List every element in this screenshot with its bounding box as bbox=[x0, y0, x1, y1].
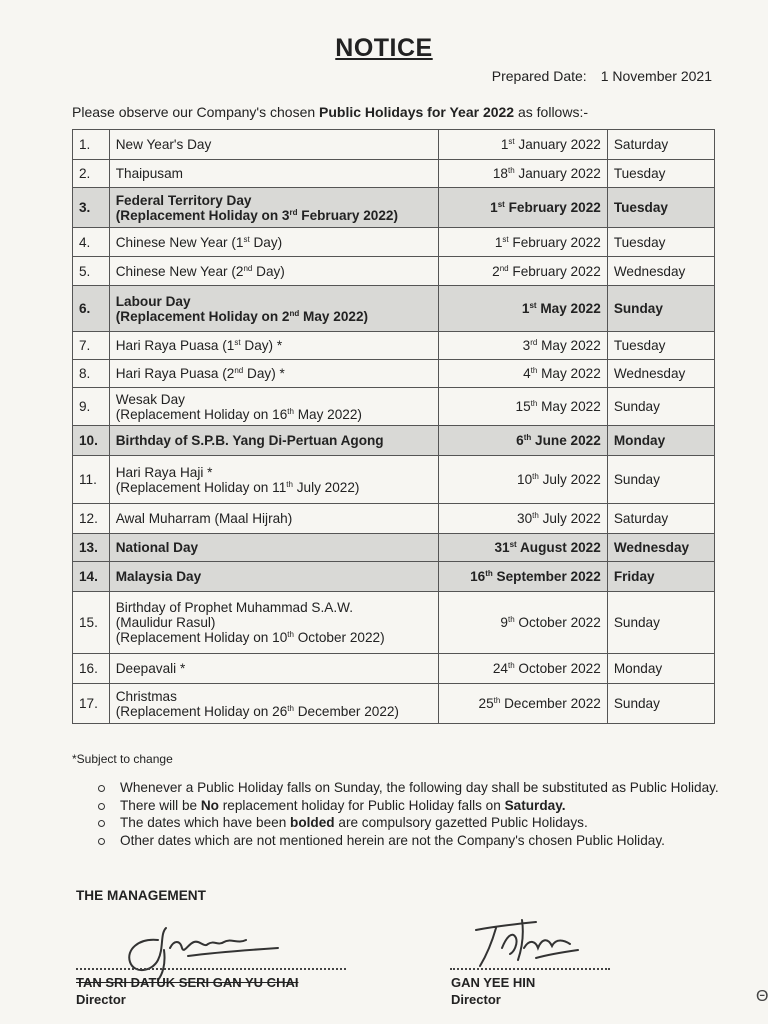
holiday-number: 13. bbox=[73, 534, 110, 562]
holiday-date-text: 4 bbox=[523, 366, 531, 381]
holiday-name-line bbox=[116, 366, 433, 381]
holiday-date-text: 18 bbox=[492, 166, 508, 181]
intro-text-bold: Public Holidays for Year 2022 bbox=[319, 104, 515, 120]
holiday-name-line bbox=[116, 193, 433, 208]
holiday-name-text: Hari Raya Puasa (1 bbox=[115, 338, 235, 353]
holiday-name bbox=[109, 456, 439, 504]
holiday-number: 3. bbox=[73, 188, 110, 228]
holiday-name-line bbox=[116, 264, 433, 279]
holiday-name-text: July 2022) bbox=[292, 479, 360, 495]
holiday-name bbox=[109, 388, 439, 426]
holiday-name-text: Birthday of Prophet Muhammad S.A.W. bbox=[115, 600, 353, 615]
signature-1 bbox=[118, 920, 288, 982]
holiday-weekday: Sunday bbox=[607, 684, 714, 724]
holiday-name-line bbox=[116, 704, 433, 719]
policy-note-text: Other dates which are not mentioned herein are not the Company's chosen Public Holiday. bbox=[120, 832, 665, 848]
holiday-name-text: May 2022) bbox=[293, 406, 362, 422]
holiday-date bbox=[439, 654, 607, 684]
holiday-name-line bbox=[116, 511, 433, 526]
holiday-date-text: 30 bbox=[517, 511, 533, 526]
prepared-date-value: 1 November 2021 bbox=[600, 68, 712, 84]
holiday-name bbox=[109, 130, 439, 160]
holiday-date-text: October 2022 bbox=[514, 615, 601, 630]
holiday-name-line bbox=[116, 630, 433, 645]
signatory-2-title: Director bbox=[451, 992, 501, 1007]
bullet-icon bbox=[98, 785, 105, 792]
policy-note bbox=[120, 833, 720, 850]
holiday-row bbox=[73, 332, 715, 360]
holiday-name-text: (Replacement Holiday on 3 bbox=[115, 207, 290, 223]
holiday-date-text: February 2022 bbox=[504, 200, 601, 215]
holiday-number: 16. bbox=[73, 654, 110, 684]
holiday-name-text: Awal Muharram (Maal Hijrah) bbox=[115, 511, 293, 526]
holiday-name-text: New Year's Day bbox=[115, 137, 212, 152]
holiday-name-line bbox=[116, 208, 433, 223]
holiday-name-line bbox=[116, 294, 433, 309]
holiday-date-text: 1 bbox=[500, 137, 509, 152]
holiday-date-text: 1 bbox=[521, 301, 530, 316]
ordinal-suffix: th bbox=[287, 703, 294, 713]
holiday-date-text: May 2022 bbox=[536, 301, 601, 316]
holiday-weekday: Tuesday bbox=[607, 188, 714, 228]
holiday-date-text: February 2022 bbox=[508, 263, 601, 279]
holiday-row bbox=[73, 534, 715, 562]
policy-note-text: are compulsory gazetted Public Holidays. bbox=[334, 815, 588, 830]
holiday-number: 2. bbox=[73, 160, 110, 188]
holiday-date bbox=[439, 257, 607, 286]
holiday-name-line bbox=[116, 338, 433, 353]
ordinal-suffix: rd bbox=[289, 207, 298, 217]
holiday-name-text: May 2022) bbox=[299, 308, 369, 324]
holiday-weekday: Sunday bbox=[607, 286, 714, 332]
prepared-date bbox=[492, 68, 712, 84]
holiday-name bbox=[109, 562, 439, 592]
holiday-date bbox=[439, 426, 607, 456]
holiday-name-text: Chinese New Year (1 bbox=[115, 234, 244, 250]
ordinal-suffix: th bbox=[507, 615, 515, 624]
holiday-name-line bbox=[116, 465, 433, 480]
holiday-name-line bbox=[116, 569, 433, 584]
holiday-date bbox=[439, 188, 607, 228]
holiday-date bbox=[439, 684, 607, 724]
holiday-weekday: Sunday bbox=[607, 456, 714, 504]
holiday-number: 11. bbox=[73, 456, 110, 504]
holiday-date bbox=[439, 360, 607, 388]
holiday-date-text: July 2022 bbox=[538, 472, 601, 487]
holiday-date bbox=[439, 130, 607, 160]
holiday-number: 4. bbox=[73, 228, 110, 257]
ordinal-suffix: th bbox=[532, 472, 539, 481]
signatory-2 bbox=[451, 974, 535, 1008]
holiday-date bbox=[439, 160, 607, 188]
holiday-date-text: July 2022 bbox=[538, 511, 601, 526]
holiday-number: 6. bbox=[73, 286, 110, 332]
holiday-name-line bbox=[116, 309, 433, 324]
holiday-date-text: September 2022 bbox=[492, 569, 601, 584]
ordinal-suffix: nd bbox=[243, 263, 253, 273]
holiday-name-text: Day) * bbox=[243, 366, 285, 381]
holiday-name-text: Christmas bbox=[115, 688, 177, 704]
holiday-name-text: Day) * bbox=[240, 338, 283, 353]
holiday-name-line bbox=[116, 392, 433, 407]
ordinal-suffix: st bbox=[502, 234, 509, 244]
prepared-date-label: Prepared Date: bbox=[491, 68, 587, 84]
ordinal-suffix: nd bbox=[289, 308, 300, 318]
holiday-name-text: October 2022) bbox=[293, 630, 385, 645]
ordinal-suffix: th bbox=[530, 399, 538, 408]
holiday-date-text: 9 bbox=[500, 615, 508, 630]
holiday-number: 10. bbox=[73, 426, 110, 456]
ordinal-suffix: th bbox=[287, 406, 294, 416]
holiday-name-text: (Replacement Holiday on 26 bbox=[115, 703, 288, 719]
holiday-table-body bbox=[73, 130, 715, 724]
holiday-weekday: Tuesday bbox=[607, 160, 714, 188]
ordinal-suffix: nd bbox=[499, 263, 509, 273]
intro-text bbox=[72, 104, 588, 120]
holiday-date bbox=[439, 388, 607, 426]
holiday-name-text: Day) bbox=[249, 234, 283, 250]
holiday-name bbox=[109, 360, 439, 388]
signatory-1-name: TAN SRI DATUK SERI GAN YU CHAI bbox=[76, 975, 299, 990]
notice-title: NOTICE bbox=[335, 34, 433, 62]
holiday-date-text: 10 bbox=[517, 472, 533, 487]
holiday-date-text: June 2022 bbox=[531, 433, 601, 448]
holiday-row bbox=[73, 592, 715, 654]
holiday-row bbox=[73, 456, 715, 504]
holiday-date bbox=[439, 332, 607, 360]
ordinal-suffix: rd bbox=[530, 338, 538, 347]
holiday-name-line bbox=[116, 615, 433, 630]
policy-note-text: There will be bbox=[120, 797, 201, 813]
ordinal-suffix: st bbox=[497, 200, 505, 209]
signature-line-2 bbox=[450, 968, 610, 970]
holiday-row bbox=[73, 188, 715, 228]
policy-note bbox=[120, 815, 720, 832]
holiday-name bbox=[109, 426, 439, 456]
ordinal-suffix: nd bbox=[234, 366, 244, 375]
policy-note-text: replacement holiday for Public Holiday falls on bbox=[218, 797, 505, 813]
holiday-weekday: Wednesday bbox=[607, 534, 714, 562]
policy-note-bold-text: bolded bbox=[290, 815, 335, 830]
holiday-name-text: Wesak Day bbox=[115, 391, 185, 407]
holiday-weekday: Wednesday bbox=[607, 257, 714, 286]
holiday-name-line bbox=[116, 600, 433, 615]
holiday-name bbox=[109, 654, 439, 684]
management-heading: THE MANAGEMENT bbox=[76, 888, 206, 903]
ordinal-suffix: th bbox=[485, 569, 493, 578]
policy-note-bold-text: No bbox=[200, 797, 219, 813]
holiday-date-text: October 2022 bbox=[514, 661, 601, 676]
holiday-number: 1. bbox=[73, 130, 110, 160]
bullet-icon bbox=[98, 838, 105, 845]
intro-text-after: as follows:- bbox=[514, 104, 589, 120]
holiday-date bbox=[439, 562, 607, 592]
holiday-date-text: December 2022 bbox=[500, 696, 601, 711]
policy-notes bbox=[120, 780, 720, 850]
holiday-number: 15. bbox=[73, 592, 110, 654]
holiday-name bbox=[109, 257, 439, 286]
holiday-date bbox=[439, 504, 607, 534]
holiday-number: 17. bbox=[73, 684, 110, 724]
holiday-row bbox=[73, 228, 715, 257]
holiday-weekday: Tuesday bbox=[607, 332, 714, 360]
holiday-name-text: February 2022) bbox=[297, 207, 398, 223]
holiday-date-text: January 2022 bbox=[514, 137, 601, 152]
holiday-name bbox=[109, 286, 439, 332]
holiday-name-line bbox=[116, 137, 433, 152]
holiday-name-text: Hari Raya Haji * bbox=[115, 464, 213, 480]
holiday-name-text: Day) bbox=[252, 263, 285, 279]
ordinal-suffix: th bbox=[493, 696, 501, 705]
holiday-number: 9. bbox=[73, 388, 110, 426]
ordinal-suffix: st bbox=[243, 234, 250, 244]
holiday-number: 7. bbox=[73, 332, 110, 360]
bullet-icon bbox=[98, 820, 105, 827]
margin-mark: Θ bbox=[756, 988, 768, 1005]
holiday-name-text: (Replacement Holiday on 16 bbox=[115, 406, 288, 422]
subject-to-change-note: *Subject to change bbox=[72, 752, 173, 766]
holiday-date-text: 2 bbox=[492, 263, 500, 279]
holiday-name-line bbox=[116, 540, 433, 555]
holiday-row bbox=[73, 426, 715, 456]
holiday-name-text: December 2022) bbox=[293, 703, 399, 719]
holiday-number: 12. bbox=[73, 504, 110, 534]
holiday-weekday: Monday bbox=[607, 426, 714, 456]
holiday-date bbox=[439, 228, 607, 257]
holiday-date-text: 31 bbox=[494, 540, 510, 555]
holiday-name-text: (Replacement Holiday on 2 bbox=[115, 308, 290, 324]
holiday-name-line bbox=[116, 661, 433, 676]
holiday-row bbox=[73, 562, 715, 592]
holiday-row bbox=[73, 654, 715, 684]
holiday-date-text: 1 bbox=[494, 234, 503, 250]
holiday-date-text: January 2022 bbox=[514, 166, 601, 181]
holiday-name-line bbox=[116, 689, 433, 704]
holiday-name-text: Malaysia Day bbox=[115, 569, 202, 584]
holiday-weekday: Monday bbox=[607, 654, 714, 684]
signatory-1 bbox=[76, 974, 298, 1008]
holiday-weekday: Wednesday bbox=[607, 360, 714, 388]
holiday-date-text: August 2022 bbox=[516, 540, 601, 555]
holiday-name-text: (Replacement Holiday on 11 bbox=[115, 479, 287, 495]
bullet-icon bbox=[98, 803, 105, 810]
holiday-date-text: May 2022 bbox=[537, 399, 601, 414]
holiday-name-text: (Maulidur Rasul) bbox=[115, 615, 216, 630]
holiday-row bbox=[73, 388, 715, 426]
policy-note bbox=[120, 798, 720, 815]
holiday-name-line bbox=[116, 407, 433, 422]
holiday-name bbox=[109, 188, 439, 228]
holiday-number: 8. bbox=[73, 360, 110, 388]
holiday-name bbox=[109, 160, 439, 188]
holiday-name-line bbox=[116, 235, 433, 250]
holiday-row bbox=[73, 504, 715, 534]
holiday-weekday: Saturday bbox=[607, 130, 714, 160]
ordinal-suffix: th bbox=[532, 511, 539, 520]
ordinal-suffix: st bbox=[508, 137, 515, 146]
holiday-row bbox=[73, 257, 715, 286]
signatory-2-name: GAN YEE HIN bbox=[451, 975, 536, 990]
holiday-date bbox=[439, 456, 607, 504]
holiday-weekday: Tuesday bbox=[607, 228, 714, 257]
signature-2 bbox=[466, 908, 586, 970]
holiday-number: 14. bbox=[73, 562, 110, 592]
holiday-name bbox=[109, 228, 439, 257]
holiday-date-text: 15 bbox=[515, 399, 531, 414]
ordinal-suffix: th bbox=[507, 166, 515, 175]
policy-note-bold-text: Saturday. bbox=[504, 797, 566, 813]
holiday-row bbox=[73, 160, 715, 188]
policy-note-text: The dates which have been bbox=[120, 815, 291, 830]
holiday-weekday: Sunday bbox=[607, 388, 714, 426]
holiday-row bbox=[73, 130, 715, 160]
holiday-name bbox=[109, 534, 439, 562]
holiday-date-text: 6 bbox=[516, 433, 524, 448]
holiday-date-text: May 2022 bbox=[537, 366, 601, 381]
policy-note bbox=[120, 780, 720, 797]
holiday-date-text: May 2022 bbox=[537, 338, 601, 353]
holiday-weekday: Saturday bbox=[607, 504, 714, 534]
signatory-1-title: Director bbox=[76, 992, 126, 1007]
holiday-name-text: National Day bbox=[115, 540, 199, 555]
ordinal-suffix: th bbox=[523, 433, 532, 442]
ordinal-suffix: th bbox=[507, 661, 515, 670]
ordinal-suffix: st bbox=[509, 540, 517, 549]
holiday-weekday: Friday bbox=[607, 562, 714, 592]
holiday-name-text: Thaipusam bbox=[115, 166, 183, 181]
holiday-name bbox=[109, 592, 439, 654]
ordinal-suffix: th bbox=[286, 479, 293, 489]
holiday-date-text: 16 bbox=[470, 569, 486, 584]
holiday-table bbox=[72, 129, 715, 724]
holiday-date bbox=[439, 286, 607, 332]
holiday-number: 5. bbox=[73, 257, 110, 286]
holiday-row bbox=[73, 286, 715, 332]
holiday-name-text: Federal Territory Day bbox=[115, 192, 252, 208]
holiday-date-text: 24 bbox=[492, 661, 508, 676]
holiday-name-text: Birthday of S.P.B. Yang Di-Pertuan Agong bbox=[115, 433, 384, 448]
holiday-name bbox=[109, 332, 439, 360]
policy-note-text: Whenever a Public Holiday falls on Sunday, the following day shall be substituted as Public Holiday. bbox=[120, 780, 719, 795]
holiday-name bbox=[109, 684, 439, 724]
holiday-name-line bbox=[116, 166, 433, 181]
holiday-date-text: February 2022 bbox=[508, 234, 601, 250]
ordinal-suffix: th bbox=[530, 366, 538, 375]
holiday-name bbox=[109, 504, 439, 534]
holiday-date-text: 3 bbox=[522, 338, 531, 353]
holiday-name-line bbox=[116, 480, 433, 495]
holiday-name-text: Chinese New Year (2 bbox=[115, 263, 244, 279]
holiday-name-text: Deepavali * bbox=[115, 661, 186, 676]
holiday-date-text: 1 bbox=[490, 200, 498, 215]
signature-line-1 bbox=[76, 968, 346, 970]
ordinal-suffix: th bbox=[287, 630, 294, 639]
holiday-weekday: Sunday bbox=[607, 592, 714, 654]
holiday-date bbox=[439, 534, 607, 562]
intro-text-before: Please observe our Company's chosen bbox=[72, 104, 320, 120]
holiday-name-text: Hari Raya Puasa (2 bbox=[115, 366, 235, 381]
holiday-name-line bbox=[116, 433, 433, 448]
holiday-row bbox=[73, 684, 715, 724]
holiday-row bbox=[73, 360, 715, 388]
ordinal-suffix: st bbox=[529, 301, 537, 310]
holiday-name-text: (Replacement Holiday on 10 bbox=[115, 630, 288, 645]
holiday-date-text: 25 bbox=[478, 696, 494, 711]
ordinal-suffix: st bbox=[234, 338, 241, 347]
holiday-date bbox=[439, 592, 607, 654]
holiday-name-text: Labour Day bbox=[115, 293, 191, 309]
